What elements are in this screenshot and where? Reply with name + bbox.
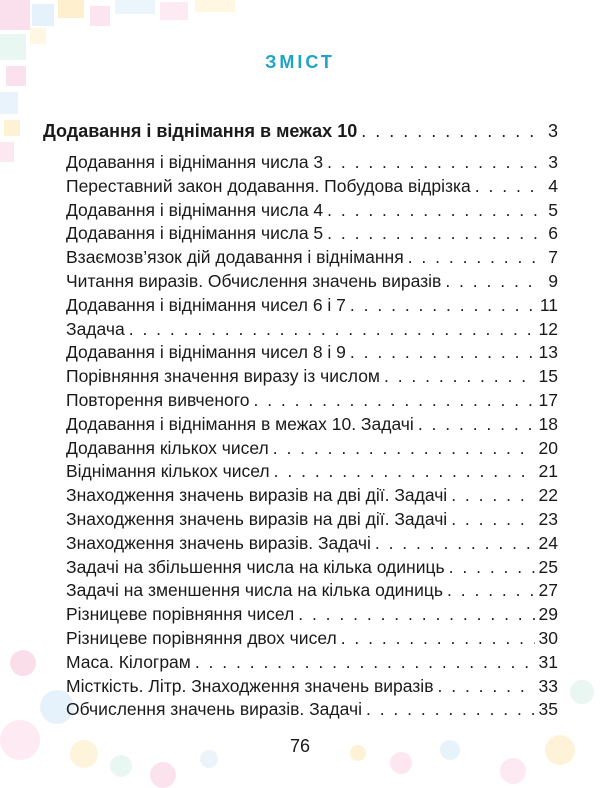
toc-entry-title: Знаходження значень виразів. Задачі xyxy=(66,532,371,553)
dot-leader xyxy=(273,437,535,461)
toc-entry-title: Додавання і віднімання числа 5 xyxy=(66,223,324,244)
toc-entry[interactable] xyxy=(43,222,558,246)
toc-entry-page: 6 xyxy=(548,223,558,244)
toc-entry-page: 33 xyxy=(538,675,558,696)
toc-entry[interactable] xyxy=(43,579,558,603)
table-of-contents xyxy=(43,119,558,722)
toc-entry[interactable] xyxy=(43,199,558,223)
dot-leader xyxy=(366,698,535,722)
toc-entry-title: Додавання і віднімання числа 3 xyxy=(66,152,324,172)
toc-entry[interactable] xyxy=(43,341,558,365)
dot-leader xyxy=(438,675,535,699)
toc-entry-title: Різницеве порівняння чисел xyxy=(66,604,295,625)
toc-entry[interactable] xyxy=(43,365,558,389)
toc-entry-page: 35 xyxy=(538,699,558,720)
toc-entry-page: 9 xyxy=(548,270,558,291)
page-title: ЗМІСТ xyxy=(265,52,335,72)
dot-leader xyxy=(451,508,534,532)
toc-entry-title: Задачі на збільшення числа на кілька одиниць xyxy=(66,556,445,577)
toc-entry-title: Віднімання кількох чисел xyxy=(66,461,270,482)
toc-entry[interactable] xyxy=(43,175,558,199)
toc-entry-page: 23 xyxy=(538,508,558,529)
dot-leader xyxy=(274,460,535,484)
toc-entry-page: 24 xyxy=(538,532,558,553)
toc-entry-title: Додавання і віднімання в межах 10. Задачі xyxy=(66,413,414,434)
toc-entry[interactable] xyxy=(43,508,558,532)
toc-section-title: Додавання і віднімання в межах 10 xyxy=(43,121,358,141)
toc-entry-page: 29 xyxy=(538,604,558,625)
toc-entry-page: 30 xyxy=(538,627,558,648)
toc-entry[interactable] xyxy=(43,389,558,413)
toc-entry-page: 15 xyxy=(538,366,558,387)
toc-entry-title: Додавання і віднімання чисел 8 і 9 xyxy=(66,342,346,363)
toc-entry-title: Додавання і віднімання чисел 6 і 7 xyxy=(66,294,346,315)
toc-entry-page: 11 xyxy=(539,294,558,315)
dot-leader xyxy=(449,556,535,580)
toc-entry-title: Знаходження значень виразів на дві дії. Задачі xyxy=(66,508,448,529)
toc-entry-page: 5 xyxy=(548,199,558,220)
toc-section[interactable] xyxy=(43,119,558,151)
page-number: 76 xyxy=(289,736,311,756)
dot-leader xyxy=(451,484,534,508)
toc-entry-page: 3 xyxy=(548,152,558,172)
toc-entry-page: 7 xyxy=(548,247,558,268)
toc-entry[interactable] xyxy=(43,603,558,627)
toc-entry-page: 4 xyxy=(548,175,558,196)
toc-entry-page: 13 xyxy=(538,342,558,363)
toc-entry[interactable] xyxy=(43,270,558,294)
toc-entry-page: 12 xyxy=(538,318,558,339)
toc-entry-title: Знаходження значень виразів на дві дії. Задачі xyxy=(66,485,448,506)
toc-entry-title: Задача xyxy=(66,318,125,339)
toc-entry[interactable] xyxy=(43,151,558,175)
toc-entry[interactable] xyxy=(43,318,558,342)
toc-entry-page: 21 xyxy=(538,461,558,482)
toc-entry-title: Взаємозв’язок дій додавання і віднімання xyxy=(66,247,404,268)
toc-entry-page: 22 xyxy=(538,485,558,506)
toc-entry[interactable] xyxy=(43,460,558,484)
toc-entry-page: 18 xyxy=(538,413,558,434)
dot-leader xyxy=(327,199,540,223)
toc-entry-title: Переставний закон додавання. Побудова відрізка xyxy=(66,175,471,196)
toc-entry-title: Додавання кількох чисел xyxy=(66,437,269,458)
dot-leader xyxy=(447,579,535,603)
toc-entry[interactable] xyxy=(43,413,558,437)
dot-leader xyxy=(408,246,540,270)
dot-leader xyxy=(341,627,535,651)
toc-entry-title: Різницеве порівняння двох чисел xyxy=(66,627,337,648)
toc-entry-title: Порівняння значення виразу із числом xyxy=(66,366,380,387)
toc-entry-title: Задачі на зменшення числа на кілька одиниць xyxy=(66,580,444,601)
toc-entry[interactable] xyxy=(43,627,558,651)
toc-entry[interactable] xyxy=(43,294,558,318)
toc-entry-page: 31 xyxy=(538,651,558,672)
toc-entry-title: Повторення вивченого xyxy=(66,389,250,410)
dot-leader xyxy=(350,294,536,318)
dot-leader xyxy=(384,365,535,389)
toc-entry[interactable] xyxy=(43,651,558,675)
dot-leader xyxy=(445,270,540,294)
dot-leader xyxy=(195,651,535,675)
toc-section-page: 3 xyxy=(547,121,558,141)
dot-leader xyxy=(375,532,535,556)
dot-leader xyxy=(298,603,534,627)
toc-entry[interactable] xyxy=(43,698,558,722)
toc-entry[interactable] xyxy=(43,246,558,270)
toc-entry-page: 17 xyxy=(538,389,558,410)
dot-leader xyxy=(418,413,535,437)
dot-leader xyxy=(253,389,534,413)
toc-entry-page: 27 xyxy=(538,580,558,601)
toc-entry-page: 25 xyxy=(538,556,558,577)
toc-entry[interactable] xyxy=(43,437,558,461)
toc-entry-title: Читання виразів. Обчислення значень виразів xyxy=(66,270,442,291)
toc-entry-page: 20 xyxy=(538,437,558,458)
toc-entry-title: Додавання і віднімання числа 4 xyxy=(66,199,324,220)
toc-entry[interactable] xyxy=(43,532,558,556)
toc-entry-title: Маса. Кілограм xyxy=(66,651,191,672)
dot-leader xyxy=(129,318,535,342)
dot-leader xyxy=(327,151,540,175)
dot-leader xyxy=(350,341,535,365)
toc-entry[interactable] xyxy=(43,484,558,508)
toc-entry[interactable] xyxy=(43,556,558,580)
dot-leader xyxy=(475,175,540,199)
toc-entry[interactable] xyxy=(43,675,558,699)
toc-entry-title: Обчислення значень виразів. Задачі xyxy=(66,699,362,720)
toc-entry-title: Місткість. Літр. Знаходження значень виразів xyxy=(66,675,434,696)
dot-leader xyxy=(327,222,540,246)
dot-leader xyxy=(361,119,540,143)
